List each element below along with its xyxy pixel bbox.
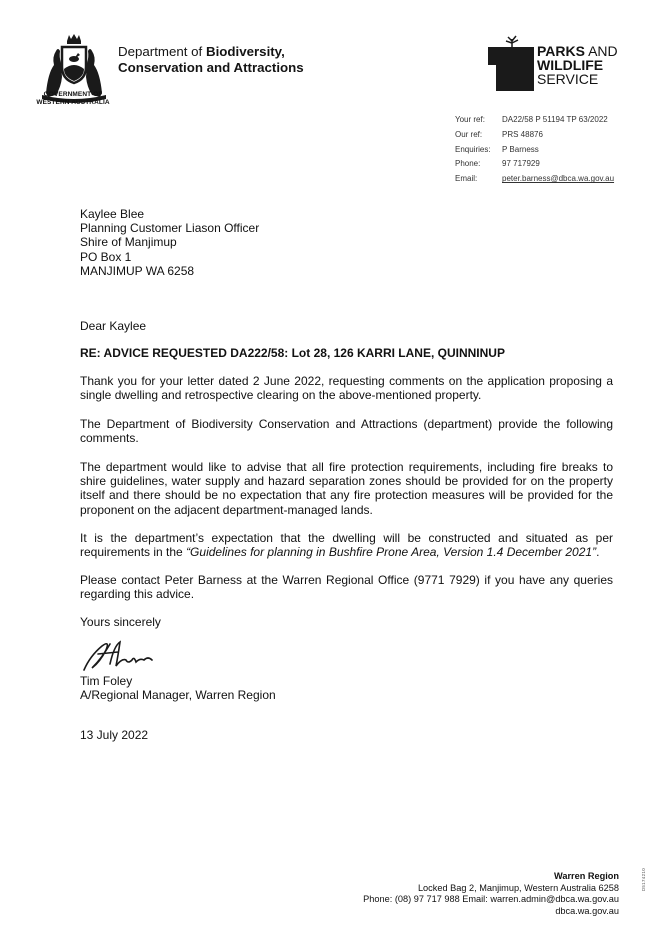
footer-address [363, 871, 619, 917]
closing: Yours sincerely [80, 615, 161, 629]
footer-postal-address: Locked Bag 2, Manjimup, Western Australia 6258 [417, 882, 619, 893]
pws-line2: WILDLIFE [537, 57, 604, 73]
pws-line3: SERVICE [537, 71, 599, 87]
crest-caption-line2: WESTERN AUSTRALIA [36, 99, 110, 106]
signer-block [80, 674, 613, 702]
recipient-name: Kaylee Blee [80, 207, 145, 221]
reference-value: PRS 48876 [502, 129, 543, 139]
pws-line1-bold: PARKS [537, 43, 585, 59]
handwritten-signature-icon [80, 636, 162, 676]
signer-title: A/Regional Manager, Warren Region [80, 688, 276, 703]
reference-label: Enquiries: [455, 144, 491, 154]
crest-caption-line1: GOVERNMENT OF [43, 91, 103, 98]
recipient-organisation: Shire of Manjimup [80, 235, 177, 250]
reference-row [455, 128, 614, 143]
reference-label: Email: [455, 174, 478, 184]
department-name-line1 [118, 44, 304, 60]
reference-value: 97 717929 [502, 159, 540, 169]
pws-line1 [537, 44, 618, 58]
para4-prefix: It is the department’s expectation that the dwelling will be constructed and situated as per requirements in the [80, 531, 613, 560]
department-name-bold: Biodiversity, [205, 44, 285, 59]
recipient-po-box: PO Box 1 [80, 249, 132, 264]
body-paragraph: The department would like to advise that all fire protection requirements, including fire breaks to shire guidelines, water supply and hazard separation zones should be provided for on the property itself and there should be no expectation that any fire protection measures will be provided for the proponent on the adjacent department-managed lands. [80, 460, 613, 517]
body-paragraph: Please contact Peter Barness at the Warren Regional Office (9771 7929) if you have any queries regarding this advice. [80, 573, 613, 602]
reference-block [455, 113, 614, 187]
subject-line: RE: ADVICE REQUESTED DA222/58: Lot 28, 126 KARRI LANE, QUINNINUP [80, 346, 505, 360]
reference-label: Our ref: [455, 129, 483, 139]
reference-row [455, 157, 614, 172]
footer-contact: Phone: (08) 97 717 988 Email: warren.admin@dbca.wa.gov.au [363, 894, 619, 905]
reference-label: Your ref: [455, 115, 485, 124]
reference-value: DA22/58 P 51194 TP 63/2022 [502, 115, 608, 124]
pws-line1-rest: AND [584, 43, 618, 59]
footer-website[interactable]: dbca.wa.gov.au [555, 905, 619, 916]
letter-date: 13 July 2022 [80, 728, 149, 742]
department-name-line2: Conservation and Attractions [118, 60, 304, 75]
email-link[interactable]: peter.barness@dbca.wa.gov.au [502, 174, 615, 184]
salutation: Dear Kaylee [80, 319, 147, 333]
department-name [118, 44, 304, 76]
department-name-prefix: Department of [118, 44, 203, 59]
para4-suffix: . [596, 545, 600, 560]
reference-value: P Barness [502, 144, 539, 154]
crest-caption [30, 91, 116, 107]
guideline-title: “Guidelines for planning in Bushfire Prone Area, Version 1.4 December 2021” [186, 545, 597, 560]
recipient-locality: MANJIMUP WA 6258 [80, 263, 195, 278]
signer-name: Tim Foley [80, 674, 133, 688]
reference-row [455, 172, 614, 187]
reference-row [455, 143, 614, 158]
reference-row [455, 113, 614, 128]
body-paragraph: The Department of Biodiversity Conservation and Attractions (department) provide the following comments. [80, 417, 613, 446]
body-paragraph: Thank you for your letter dated 2 June 2022, requesting comments on the application proposing a single dwelling and retrospective clearing on the above-mentioned property. [80, 374, 613, 403]
recipient-title: Planning Customer Liason Officer [80, 221, 260, 236]
document-side-code: D5174210 [641, 868, 646, 892]
footer-region: Warren Region [554, 871, 619, 881]
recipient-address [80, 207, 613, 278]
parks-and-wildlife-wordmark [537, 44, 618, 86]
reference-label: Phone: [455, 159, 481, 169]
body-paragraph [80, 531, 613, 559]
